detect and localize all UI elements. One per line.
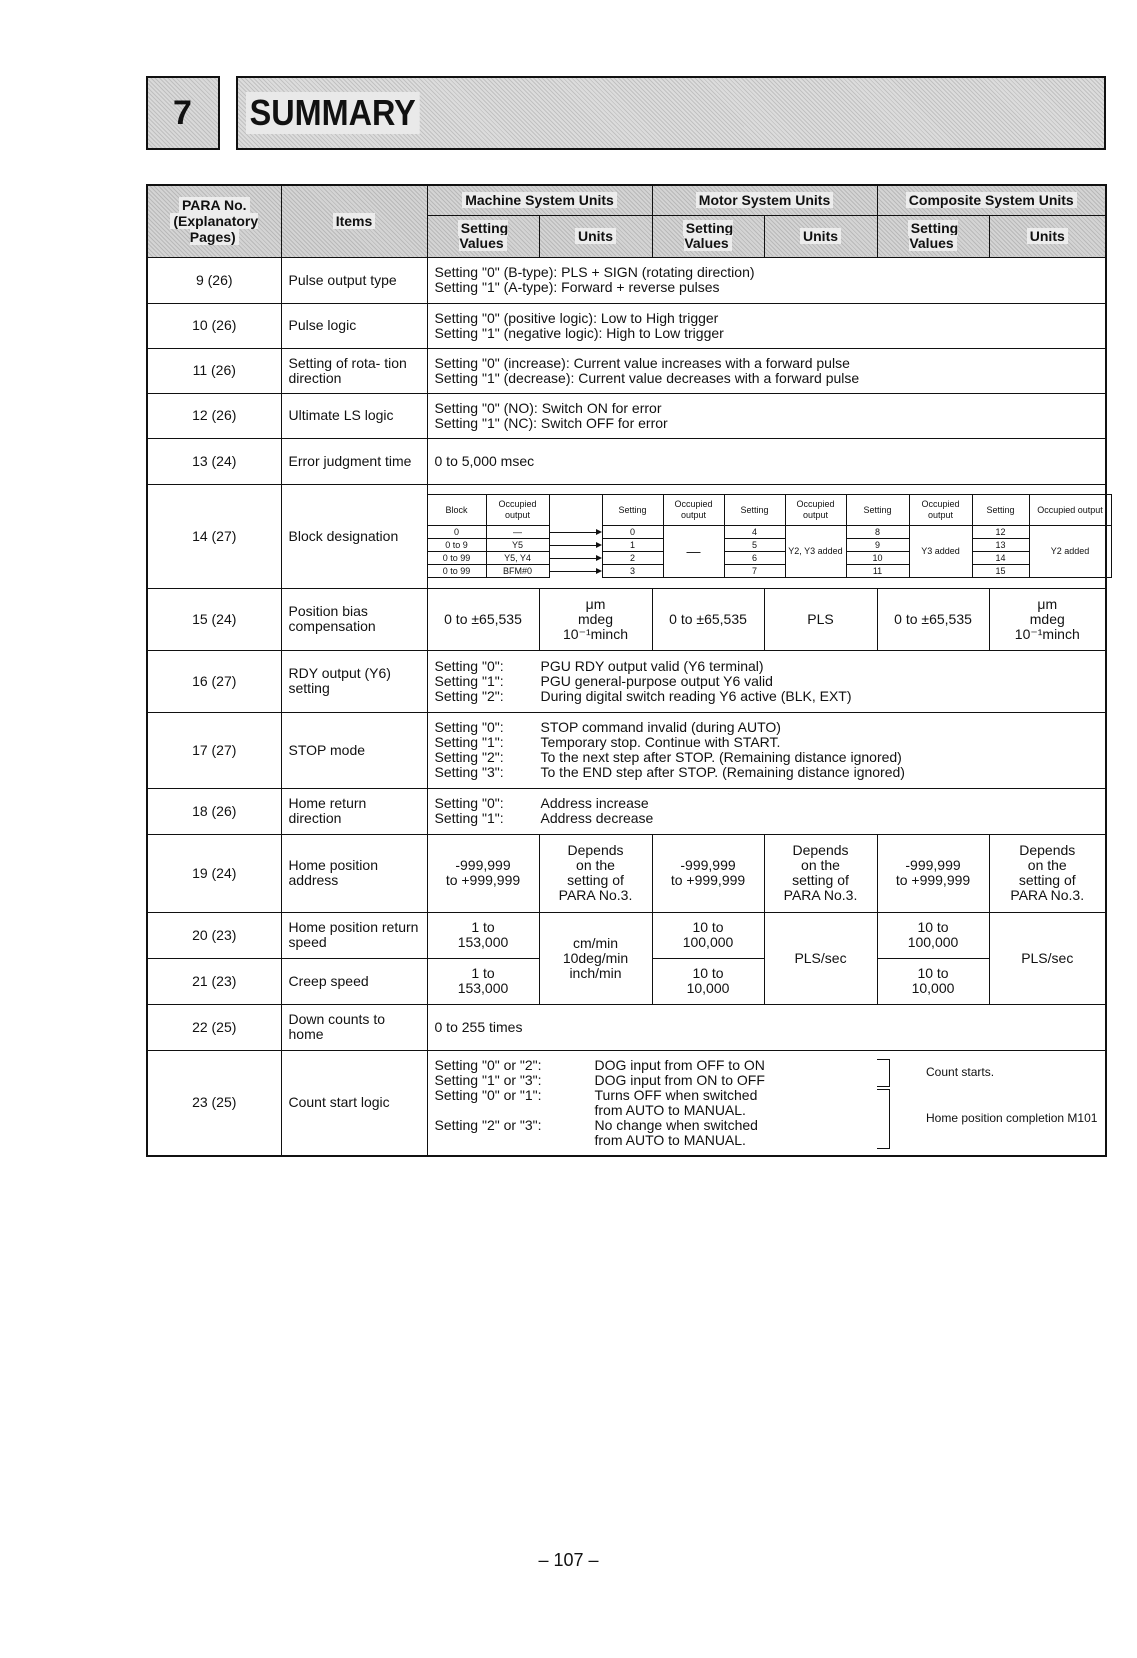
- bracket-icon: [877, 1059, 890, 1087]
- header-motor: Motor System Units: [652, 185, 877, 215]
- item-name: Pulse logic: [281, 303, 427, 348]
- para-no: 11 (26): [147, 348, 281, 393]
- motor-setting-value: 10 to 10,000: [652, 958, 764, 1004]
- table-row: [147, 484, 1106, 588]
- arrow-icon: [549, 539, 602, 552]
- chapter-number: 7: [146, 76, 220, 150]
- para-no: 10 (26): [147, 303, 281, 348]
- item-name: Home position address: [281, 834, 427, 912]
- block-designation-cell: [427, 484, 1106, 588]
- para-no: 18 (26): [147, 788, 281, 834]
- table-row: [147, 912, 1106, 958]
- arrow-icon: [549, 565, 602, 578]
- arrow-icon: [549, 526, 602, 539]
- motor-setting-value: 0 to ±65,535: [652, 588, 764, 650]
- count-start-notes: Count starts. Home position completion M101: [877, 1050, 1106, 1156]
- motor-setting-value: -999,999 to +999,999: [652, 834, 764, 912]
- item-name: Position bias compensation: [281, 588, 427, 650]
- header-units: Units: [539, 215, 652, 257]
- arrow-icon: [549, 552, 602, 565]
- table-row: [147, 303, 1106, 348]
- item-description: Setting "0" (increase): Current value increases with a forward pulse Setting "1" (decrease): Current value decreases with a forward pulse: [427, 348, 1106, 393]
- table-row: [147, 788, 1106, 834]
- header-units: Units: [989, 215, 1106, 257]
- composite-setting-value: 0 to ±65,535: [877, 588, 989, 650]
- machine-setting-value: -999,999 to +999,999: [427, 834, 539, 912]
- machine-units: cm/min 10deg/min inch/min: [539, 912, 652, 1004]
- para-no: 19 (24): [147, 834, 281, 912]
- item-description: 0 to 255 times: [427, 1004, 1106, 1050]
- table-row: [147, 257, 1106, 303]
- block-designation-table: Block Occupied output Setting Occupied output Setting Occupied output Setting Occupied output Setting Occupied output 0 — 0 — 4 Y2, Y3 added 8 Y3 added 12 Y2 added 0 to 9 Y5 1 5 9 13 0 to 99 Y5, Y4 2 6 10 14 0 to 99 BFM#0 3 7 11 15: [427, 494, 1112, 578]
- para-no: 12 (26): [147, 393, 281, 438]
- item-description: Setting "0" (B-type): PLS + SIGN (rotating direction) Setting "1" (A-type): Forward + reverse pulses: [427, 257, 1106, 303]
- item-description: Setting "0": PGU RDY output valid (Y6 terminal) Setting "1": PGU general-purpose output Y6 valid Setting "2": During digital switch reading Y6 active (BLK, EXT): [427, 650, 1106, 712]
- machine-units: μm mdeg 10⁻¹minch: [539, 588, 652, 650]
- item-name: Error judgment time: [281, 438, 427, 484]
- table-row: [147, 438, 1106, 484]
- header-para: PARA No. (Explanatory Pages): [147, 185, 281, 257]
- table-row: [147, 1004, 1106, 1050]
- table-row: [147, 1050, 1106, 1156]
- para-no: 22 (25): [147, 1004, 281, 1050]
- table-row: [147, 834, 1106, 912]
- para-no: 16 (27): [147, 650, 281, 712]
- table-row: [147, 588, 1106, 650]
- chapter-title: SUMMARY: [246, 92, 419, 134]
- table-row: [147, 712, 1106, 788]
- item-name: Home position return speed: [281, 912, 427, 958]
- summary-table: [146, 184, 1107, 1157]
- item-name: RDY output (Y6) setting: [281, 650, 427, 712]
- item-name: STOP mode: [281, 712, 427, 788]
- header-machine: Machine System Units: [427, 185, 652, 215]
- item-name: Count start logic: [281, 1050, 427, 1156]
- item-name: Creep speed: [281, 958, 427, 1004]
- header-units: Units: [764, 215, 877, 257]
- item-name: Setting of rota- tion direction: [281, 348, 427, 393]
- machine-setting-value: 1 to 153,000: [427, 912, 539, 958]
- header-items: Items: [281, 185, 427, 257]
- motor-units: PLS: [764, 588, 877, 650]
- header-setting-values: Setting Values: [427, 215, 539, 257]
- item-description: Setting "0" (NO): Switch ON for error Setting "1" (NC): Switch OFF for error: [427, 393, 1106, 438]
- para-no: 13 (24): [147, 438, 281, 484]
- item-name: Home return direction: [281, 788, 427, 834]
- header-composite: Composite System Units: [877, 185, 1106, 215]
- para-no: 17 (27): [147, 712, 281, 788]
- para-no: 23 (25): [147, 1050, 281, 1156]
- para-no: 15 (24): [147, 588, 281, 650]
- item-description: Setting "0" or "2": DOG input from OFF to ON Setting "1" or "3": DOG input from ON to OFF Setting "0" or "1": Turns OFF when switched from AUTO to MANUAL. Setting "2" or "3": No change when switched from AUTO to MANUAL.: [427, 1050, 877, 1156]
- item-description: Setting "0" (positive logic): Low to High trigger Setting "1" (negative logic): High to Low trigger: [427, 303, 1106, 348]
- composite-setting-value: 10 to 10,000: [877, 958, 989, 1004]
- item-name: Pulse output type: [281, 257, 427, 303]
- para-no: 14 (27): [147, 484, 281, 588]
- composite-units: μm mdeg 10⁻¹minch: [989, 588, 1106, 650]
- header-setting-values: Setting Values: [652, 215, 764, 257]
- table-row: [147, 650, 1106, 712]
- table-row: [147, 393, 1106, 438]
- para-no: 21 (23): [147, 958, 281, 1004]
- bracket-icon: [877, 1089, 890, 1149]
- motor-units: Depends on the setting of PARA No.3.: [764, 834, 877, 912]
- composite-setting-value: -999,999 to +999,999: [877, 834, 989, 912]
- motor-units: PLS/sec: [764, 912, 877, 1004]
- item-name: Block designation: [281, 484, 427, 588]
- item-description: 0 to 5,000 msec: [427, 438, 1106, 484]
- composite-setting-value: 10 to 100,000: [877, 912, 989, 958]
- item-description: Setting "0": Address increase Setting "1": Address decrease: [427, 788, 1106, 834]
- machine-units: Depends on the setting of PARA No.3.: [539, 834, 652, 912]
- header-setting-values: Setting Values: [877, 215, 989, 257]
- item-name: Down counts to home: [281, 1004, 427, 1050]
- page-number: – 107 –: [538, 1550, 599, 1570]
- motor-setting-value: 10 to 100,000: [652, 912, 764, 958]
- composite-units: Depends on the setting of PARA No.3.: [989, 834, 1106, 912]
- chapter-title-bar: [236, 76, 1106, 150]
- item-description: Setting "0": STOP command invalid (during AUTO) Setting "1": Temporary stop. Continue with START. Setting "2": To the next step after STOP. (Remaining distance ignored) Setting "3": To the END step after STOP. (Remaining distance ignored): [427, 712, 1106, 788]
- table-row: [147, 348, 1106, 393]
- machine-setting-value: 1 to 153,000: [427, 958, 539, 1004]
- machine-setting-value: 0 to ±65,535: [427, 588, 539, 650]
- composite-units: PLS/sec: [989, 912, 1106, 1004]
- para-no: 20 (23): [147, 912, 281, 958]
- para-no: 9 (26): [147, 257, 281, 303]
- item-name: Ultimate LS logic: [281, 393, 427, 438]
